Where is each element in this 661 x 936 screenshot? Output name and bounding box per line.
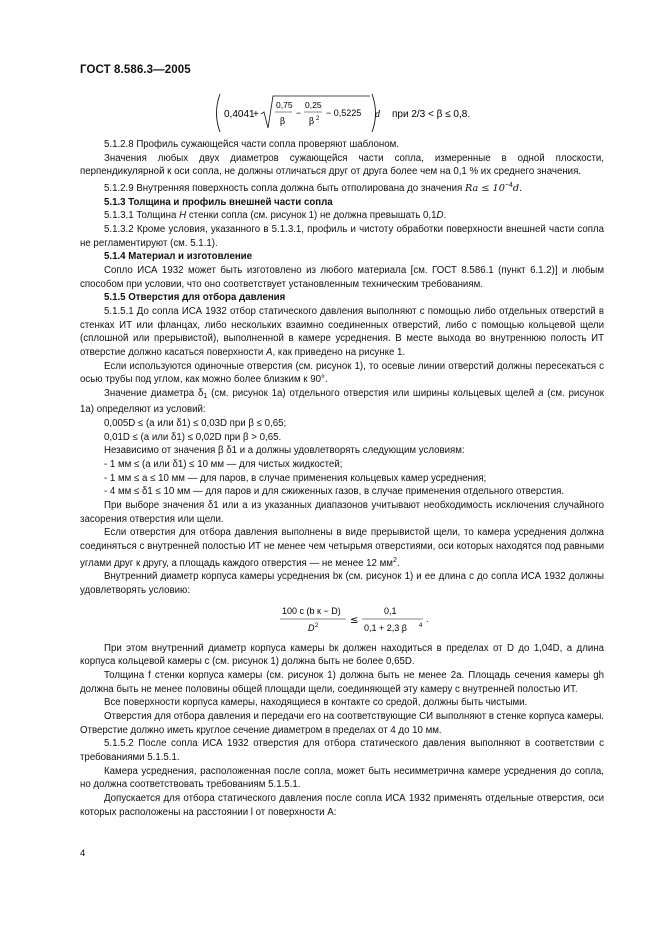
para-5-1-3-2: 5.1.3.2 Кроме условия, указанного в 5.1.3.1, профиль и чистоту обработки поверхности внешней части сопла не регламентируют (см. 5.1.1). xyxy=(80,223,604,249)
para-after-nozzle: Камера усреднения, расположенная после сопла, может быть несимметрична камере усреднения до сопла, но должна соответствовать требованиям 5.1.5.1. xyxy=(80,765,604,791)
p04-h: H xyxy=(179,210,187,222)
para-separate-holes: Допускается для отбора статического давления после сопла ИСА 1932 применять отдельные отверстия, оси которых расположены на расстоянии l от поверхности A: xyxy=(80,792,604,818)
p04-c: . xyxy=(443,210,447,222)
d-symbol: d xyxy=(375,109,380,120)
para-5-1-3-1 xyxy=(80,209,604,223)
frac1-den: β xyxy=(280,117,286,127)
document-header: ГОСТ 8.586.3—2005 xyxy=(80,64,191,76)
p03-exp: −4 xyxy=(504,181,513,189)
fm-den: D xyxy=(308,622,315,633)
fm-rnum: 0,1 xyxy=(384,605,397,616)
page-number: 4 xyxy=(80,848,86,859)
p12-a: Если отверстия для отбора давления выполнены в виде прерывистой щели, то камера усреднения должна соединяться с внутренней полостью ИТ не менее чем четырьмя отверстиями, оси которых находятся под равными углами друг к другу, а площадь каждого отверстия — не менее 12 мм xyxy=(80,527,604,569)
para-single-holes: Если используются одиночные отверстия (см. рисунок 1), то осевые линии отверстий должны пересекаться с осью трубы под углом, как можно более близким к 90°. xyxy=(80,360,604,386)
formula-mid-svg xyxy=(80,600,604,638)
p07-a: 5.1.5.1 До сопла ИСА 1932 отбор статического давления выполняют с помощью либо отдельных отверстий в стенках ИТ или фланцах, либо нескольких взаимно соединенных отверстий, либо с помощью кольцевой щели (сплошной или прерывистой), выполненной в камере усреднения. В месте выхода во внутреннюю полость ИТ отверстие должно касаться поверхности xyxy=(80,305,604,358)
condition-text: при 2/3 < β ≤ 0,8. xyxy=(392,109,471,120)
p04-a: 5.1.3.1 Толщина xyxy=(104,210,180,222)
p09-c: (см. рисунок 1а) определяют из условий: xyxy=(80,387,604,416)
list-item-1: - 1 мм ≤ (a или δ1) ≤ 10 мм — для чистых жидкостей; xyxy=(104,459,343,471)
para-independent: Независимо от значения β δ1 и a должны удовлетворять следующим условиям: xyxy=(104,445,465,457)
para-material: Сопло ИСА 1932 может быть изготовлено из любого материала [см. ГОСТ 8.586.1 (пункт 6.1.2)] и любым способом при условии, что оно соответствует установленным техническим требованиям. xyxy=(80,264,604,290)
p09-b: (см. рисунок 1а) отдельного отверстия или ширины кольцевых щелей xyxy=(207,387,539,399)
para-5-1-2-9 xyxy=(80,179,604,196)
para-5-1-2-8: 5.1.2.8 Профиль сужающейся части сопла проверяют шаблоном. xyxy=(104,139,399,150)
frac2-num: 0,25 xyxy=(305,100,322,110)
condition-1: 0,005D ≤ (a или δ1) ≤ 0,03D при β ≤ 0,65; xyxy=(104,418,287,430)
p03-ra: Ra ≤ 10 xyxy=(464,182,505,194)
frac2-den: β xyxy=(309,117,315,127)
fm-le: ≤ xyxy=(350,614,359,626)
formula-chamber-condition xyxy=(80,600,604,638)
para-diameter-value xyxy=(80,387,604,417)
list-item-3: - 4 мм ≤ δ1 ≤ 10 мм — для паров и для сжиженных газов, в случае применения отдельного отверстия. xyxy=(104,486,565,498)
heading-5-1-4: 5.1.4 Материал и изготовление xyxy=(104,251,253,263)
p09-a: Значение диаметра δ xyxy=(104,387,204,399)
p03-d: d. xyxy=(512,182,523,194)
para-wall-thickness: Толщина f стенки корпуса камеры (см. рисунок 1) должна быть не менее 2a. Площадь сечения камеры gh должна быть не менее половины общей площади щели, соединяющей эту камеру с внутренней полостью ИТ. xyxy=(80,669,604,695)
list-item-2: - 1 мм ≤ a ≤ 10 мм — для паров, в случае применения кольцевых камер усреднения; xyxy=(104,472,487,484)
para-clean-surfaces: Все поверхности корпуса камеры, находящиеся в контакте со средой, должны быть чистыми. xyxy=(104,697,528,709)
para-slot xyxy=(80,526,604,570)
fm-dot: . xyxy=(426,613,429,624)
fm-rden-exp: 4 xyxy=(419,622,423,629)
fm-den-exp: 2 xyxy=(315,622,319,629)
p04-d: D xyxy=(436,210,444,222)
p12-sup: 2 xyxy=(392,556,397,564)
para-chamber-diameter: Внутренний диаметр корпуса камеры усреднения bк (см. рисунок 1) и ее длина c до сопла ИСА 1932 должны удовлетворять условию: xyxy=(80,571,604,596)
p09-sub: 1 xyxy=(203,392,208,400)
condition-2: 0,01D ≤ (a или δ1) ≤ 0,02D при β > 0,65. xyxy=(104,431,282,443)
p09-a-var: a xyxy=(538,387,544,399)
para-5-1-5-1 xyxy=(80,305,604,360)
frac2-den-exp: 2 xyxy=(316,116,320,122)
para-chamber-limits: При этом внутренний диаметр корпуса камеры bк должен находиться в пределах от D до 1,04D, а длина корпуса кольцевой камеры c (см. рисунок 1) должна быть не более 0,65D. xyxy=(80,642,604,668)
para-holes-wall: Отверстия для отбора давления и передачи его на соответствующие СИ выполняют в стенке корпуса камеры. Отверстие должно иметь круглое сечение диаметром в пределах от 4 до 10 мм. xyxy=(80,710,604,736)
p04-b: стенки сопла (см. рисунок 1) не должна превышать 0,1 xyxy=(186,210,437,222)
term3-text: − 0,5225 xyxy=(326,108,362,118)
p07-b: , как приведено на рисунке 1. xyxy=(272,346,406,358)
body-text xyxy=(80,138,604,819)
fm-num: 100 c (b к − D) xyxy=(282,605,341,616)
p03-text: 5.1.2.9 Внутренняя поверхность сопла должна быть отполирована до значения xyxy=(104,182,465,194)
coef-text: 0,4041 xyxy=(224,109,255,120)
formula-nozzle-coefficient xyxy=(212,90,542,136)
p07-A: A xyxy=(266,346,273,358)
para-diameter-diff: Значения любых двух диаметров сужающейся части сопла, измеренные в одной плоскости, перпендикулярной к оси сопла, не должны отличаться друг от друга более чем на 0,1 % их среднего значения. xyxy=(80,152,604,178)
minus-text: − xyxy=(296,108,302,118)
frac1-num: 0,75 xyxy=(276,100,293,110)
plus-text: + xyxy=(253,109,259,120)
heading-5-1-5: 5.1.5 Отверстия для отбора давления xyxy=(104,292,286,304)
formula-svg xyxy=(212,90,542,136)
para-selection: При выборе значения δ1 или a из указанных диапазонов учитывают необходимость исключения случайного засорения отверстия или щели. xyxy=(80,500,604,525)
left-paren xyxy=(217,94,221,132)
para-5-1-5-2: 5.1.5.2 После сопла ИСА 1932 отверстия для отбора статического давления выполняют в соответствии с требованиями 5.1.5.1. xyxy=(80,738,604,763)
p12-b: . xyxy=(396,557,400,569)
heading-5-1-3: 5.1.3 Толщина и профиль внешней части сопла xyxy=(104,196,333,208)
fm-rden: 0,1 + 2,3 β xyxy=(364,622,407,633)
